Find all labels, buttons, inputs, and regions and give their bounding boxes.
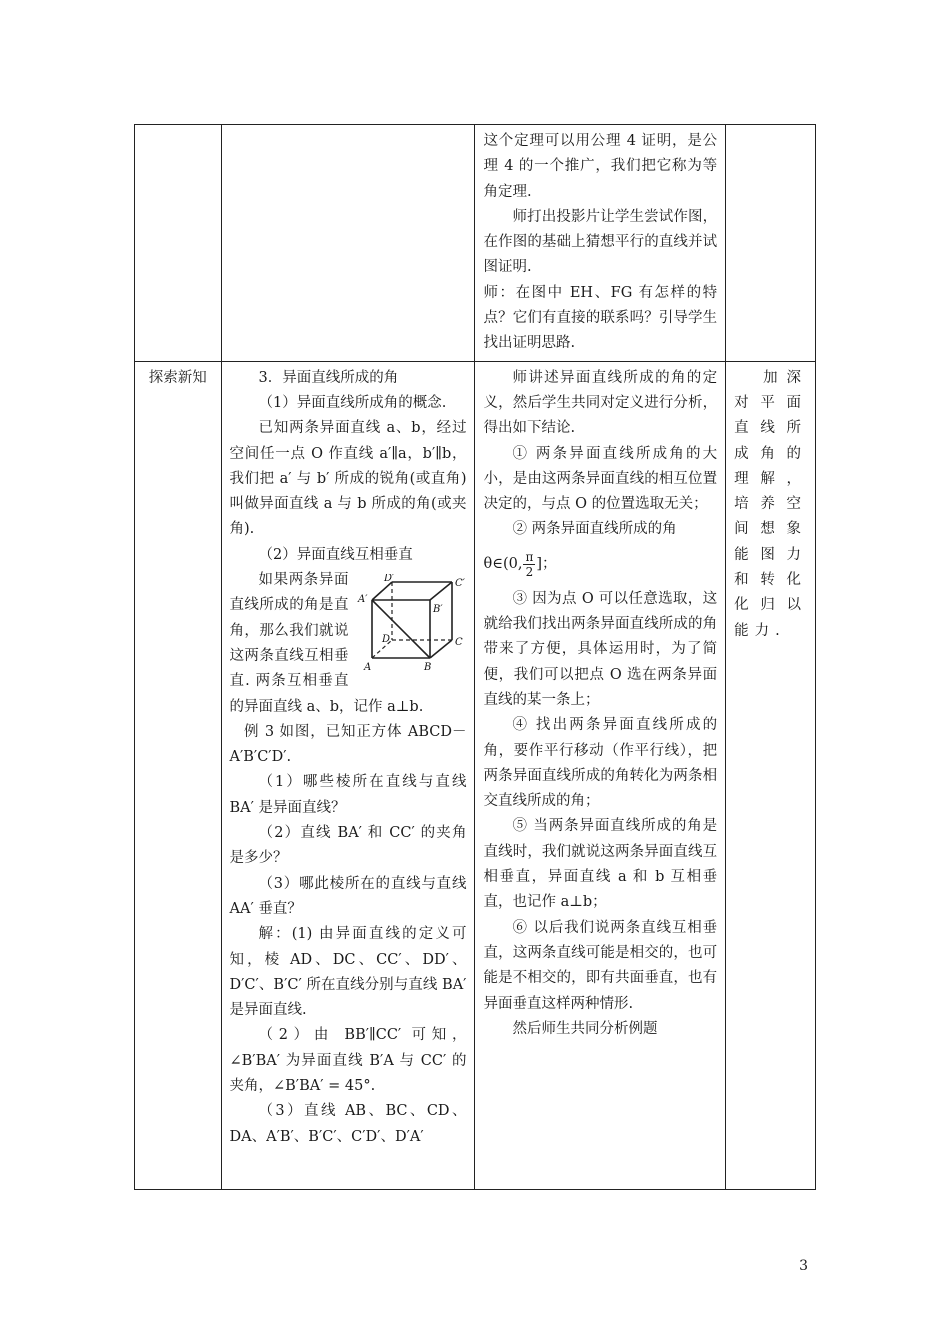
concept-heading: （1）异面直线所成角的概念.	[258, 394, 447, 411]
pi-over-two	[523, 550, 535, 579]
cube-figure	[356, 574, 470, 678]
content-cell	[221, 361, 475, 1189]
conclusion-3: ③ 因为点 O 可以任意选取，这就给我们找出两条异面直线所成的角带来了方便，具体运用时，为了简便，我们可以把点 O 选在两条异面直线的某一条上；	[483, 590, 718, 708]
example-question-2: （2）直线 BA′ 和 CC′ 的夹角是多少？	[229, 825, 467, 867]
goal-cell	[726, 361, 816, 1189]
vertex-label: C	[455, 637, 464, 649]
teacher-activity-cell	[475, 125, 726, 362]
table-row-continued	[135, 125, 816, 362]
design-intent: 加深对平面直线所成角的理解，培养空间想象能图力和转化化归以能力.	[734, 369, 807, 639]
formula-suffix: ]；	[536, 556, 557, 573]
angle-range-formula	[483, 543, 717, 587]
example-transition: 然后师生共同分析例题	[512, 1020, 658, 1037]
lecture-intro: 师讲述异面直线所成的角的定义，然后学生共同对定义进行分析，得出如下结论.	[483, 369, 718, 437]
vertex-label: B′	[433, 604, 444, 616]
solution-2: （2）由 BB′∥CC′ 可知，∠B′BA′ 为异面直线 B′A 与 CC′ 的夹角，∠B′BA′ = 45°.	[229, 1027, 467, 1094]
conclusion-4: ④ 找出两条异面直线所成的角，要作平行移动（作平行线），把两条异面直线所成的角转化为两条相交直线所成的角；	[483, 717, 718, 810]
guide-question: 师：在图中 EH、FG 有怎样的特点？它们有直接的联系吗？引导学生找出证明思路.	[483, 284, 718, 352]
page-number: 3	[799, 1258, 808, 1274]
definition-text: 已知两条异面直线 a、b，经过空间任一点 O 作直线 a′∥a，b′∥b，我们把 a′ 与 b′ 所成的锐角(或直角)叫做异面直线 a 与 b 所成的角(或夹角).	[229, 420, 467, 538]
lesson-plan-table	[134, 124, 816, 1190]
conclusion-6: ⑥ 以后我们说两条直线互相垂直，这两条直线可能是相交的，也可能是不相交的，即有共面垂直，也有异面垂直这样两种情形.	[483, 919, 718, 1012]
solution-1: 解：(1) 由异面直线的定义可知，棱 AD、DC、CC′、DD′、D′C′、B′C′ 所在直线分别与直线 BA′ 是异面直线.	[229, 926, 467, 1019]
vertex-label: C′	[455, 578, 466, 590]
vertex-label: B	[424, 662, 432, 674]
vertex-label: A	[364, 662, 372, 674]
formula-prefix: θ∈(0,	[483, 556, 523, 573]
solution-3: （3）直线 AB、BC、CD、DA、A′B′、B′C′、C′D′、D′A′	[229, 1103, 467, 1145]
section-title: 3．异面直线所成的角	[258, 369, 399, 386]
fraction-denominator: 2	[525, 565, 534, 580]
vertex-label: A′	[358, 594, 368, 606]
conclusion-2: ② 两条异面直线所成的角	[512, 521, 677, 538]
fraction-numerator: π	[525, 550, 534, 565]
stage-label: 探索新知	[135, 361, 222, 1189]
perpendicular-heading: （2）异面直线互相垂直	[258, 546, 413, 563]
vertex-label: D	[382, 634, 391, 646]
conclusion-5: ⑤ 当两条异面直线所成的角是直线时，我们就说这两条异面直线互相垂直，异面直线 a 和 b 互相垂直，也记作 a⊥b；	[483, 818, 718, 911]
content-cell-empty	[221, 125, 475, 362]
vertex-label: D′	[384, 574, 395, 585]
perpendicular-definition: 如果两条异面直线所成的角是直角，那么我们就说这两条直线互相垂直. 两条互相垂直的异面直线 a、b，记作 a⊥b.	[229, 572, 424, 715]
goal-cell-empty	[726, 125, 816, 362]
table-row-explore	[135, 361, 816, 1189]
theorem-note: 这个定理可以用公理 4 证明，是公理 4 的一个推广，我们把它称为等角定理.	[483, 133, 718, 200]
projection-note: 师打出投影片让学生尝试作图，在作图的基础上猜想平行的直线并试图证明.	[483, 208, 718, 276]
example-question-1: （1）哪些棱所在直线与直线 BA′ 是异面直线？	[229, 774, 467, 816]
conclusion-1: ① 两条异面直线所成角的大小，是由这两条异面直线的相互位置决定的，与点 O 的位置选取无关；	[483, 445, 718, 513]
example-intro: 例 3 如图，已知正方体 ABCD－A′B′C′D′.	[229, 723, 467, 766]
example-question-3: （3）哪此棱所在的直线与直线 AA′ 垂直？	[229, 875, 467, 917]
teacher-activity-cell	[475, 361, 726, 1189]
stage-cell-empty	[135, 125, 222, 362]
